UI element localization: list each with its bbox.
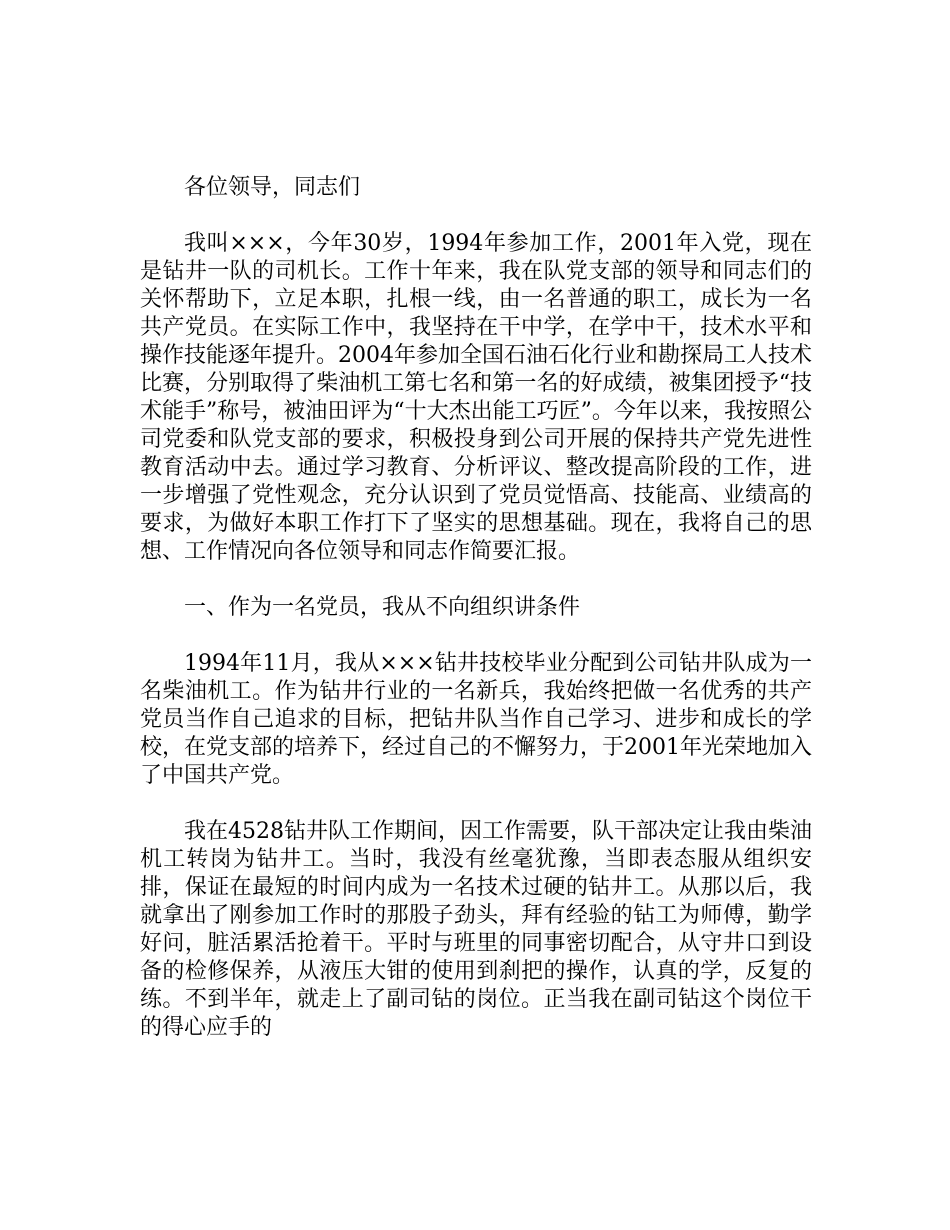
paragraph-gap	[140, 622, 812, 650]
paragraph-gap	[140, 202, 812, 230]
document-body	[140, 174, 812, 1042]
paragraph-gap	[140, 790, 812, 818]
paragraph-gap	[140, 566, 812, 594]
section-heading: 一、作为一名党员，我从不向组织讲条件	[184, 595, 581, 620]
paragraph-introduction: 我叫×××，今年30岁，1994年参加工作，2001年入党，现在是钻井一队的司机长。工作十年来，我在队党支部的领导和同志们的关怀帮助下，立足本职，扎根一线，由一名普通的职工，成长为一名共产党员。在实际工作中，我坚持在干中学，在学中干，技术水平和操作技能逐年提升。2004年参加全国石油石化行业和勘探局工人技术比赛，分别取得了柴油机工第七名和第一名的好成绩，被集团授予“技术能手”称号，被油田评为“十大杰出能工巧匠”。今年以来，我按照公司党委和队党支部的要求，积极投身到公司开展的保持共产党先进性教育活动中去。通过学习教育、分析评议、整改提高阶段的工作，进一步增强了党性观念，充分认识到了党员觉悟高、技能高、业绩高的要求，为做好本职工作打下了坚实的思想基础。现在，我将自己的思想、工作情况向各位领导和同志作简要汇报。	[140, 231, 812, 564]
salutation: 各位领导，同志们	[184, 175, 361, 200]
paragraph-joining: 1994年11月，我从×××钻井技校毕业分配到公司钻井队成为一名柴油机工。作为钻井行业的一名新兵，我始终把做一名优秀的共产党员当作自己追求的目标，把钻井队当作自己学习、进步和成长的学校，在党支部的培养下，经过自己的不懈努力，于2001年光荣地加入了中国共产党。	[140, 651, 812, 788]
paragraph-job-transfer: 我在4528钻井队工作期间，因工作需要，队干部决定让我由柴油机工转岗为钻井工。当时，我没有丝毫犹豫，当即表态服从组织安排，保证在最短的时间内成为一名技术过硬的钻井工。从那以后，我就拿出了刚参加工作时的那股子劲头，拜有经验的钻工为师傅，勤学好问，脏活累活抢着干。平时与班里的同事密切配合，从守井口到设备的检修保养，从液压大钳的使用到刹把的操作，认真的学，反复的练。不到半年，就走上了副司钻的岗位。正当我在副司钻这个岗位干的得心应手的	[140, 819, 812, 1040]
